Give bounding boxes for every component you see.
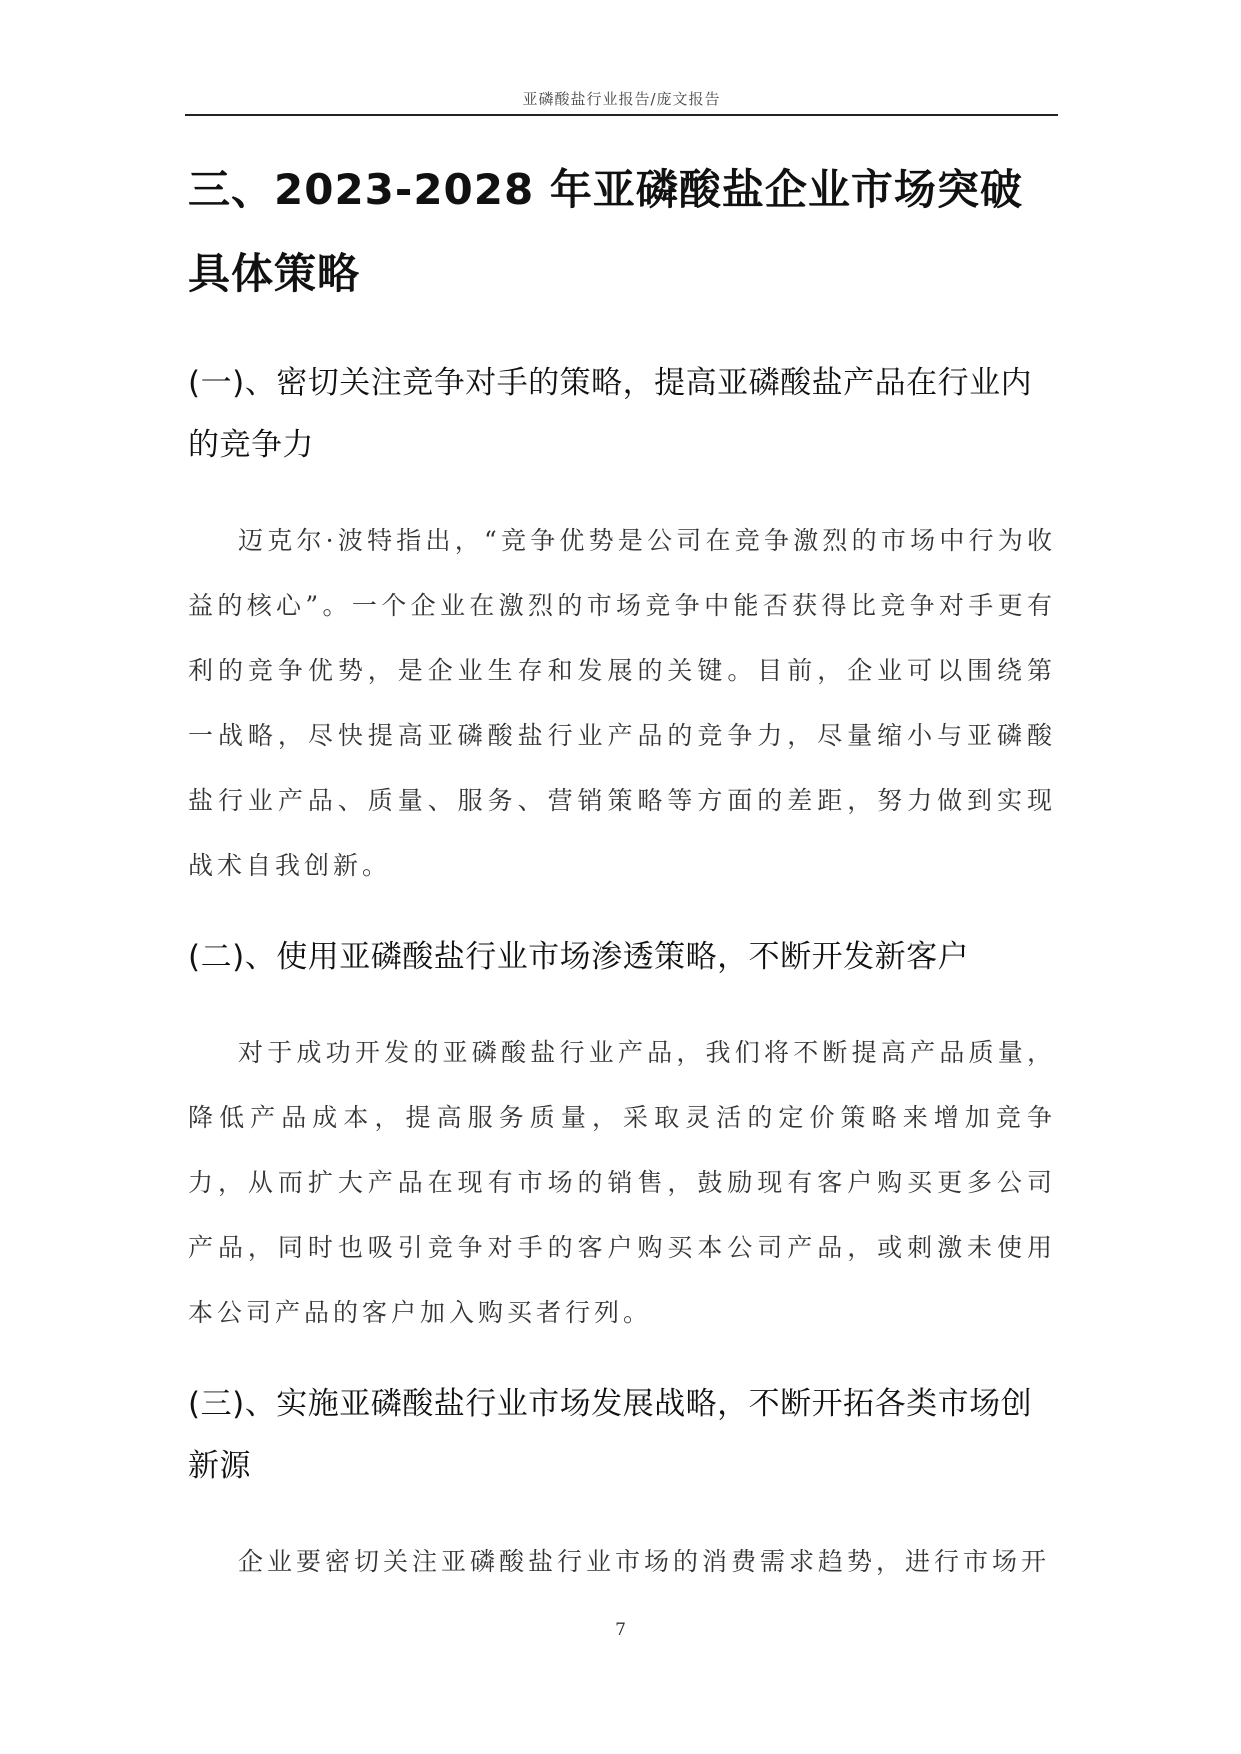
header-rule (185, 114, 1058, 116)
page-content (188, 148, 1056, 1594)
page-number: 7 (615, 1620, 626, 1640)
section-body-1: 迈克尔·波特指出，“竞争优势是公司在竞争激烈的市场中行为收益的核心”。一个企业在激烈的市场竞争中能否获得比竞争对手更有利的竞争优势，是企业生存和发展的关键。目前，企业可以围绕第一战略，尽快提高亚磷酸盐行业产品的竞争力，尽量缩小与亚磷酸盐行业产品、质量、服务、营销策略等方面的差距，努力做到实现战术自我创新。 (188, 526, 1056, 880)
chapter-title: 三、2023-2028 年亚磷酸盐企业市场突破具体策略 (188, 165, 1023, 298)
section-body-2: 对于成功开发的亚磷酸盐行业产品，我们将不断提高产品质量，降低产品成本，提高服务质量，采取灵活的定价策略来增加竞争力，从而扩大产品在现有市场的销售，鼓励现有客户购买更多公司产品，同时也吸引竞争对手的客户购买本公司产品，或刺激未使用本公司产品的客户加入购买者行列。 (188, 1038, 1056, 1327)
section-heading-2: (二)、使用亚磷酸盐行业市场渗透策略，不断开发新客户 (188, 939, 970, 975)
section-heading-1: (一)、密切关注竞争对手的策略，提高亚磷酸盐产品在行业内的竞争力 (188, 365, 1033, 463)
section-heading-3: (三)、实施亚磷酸盐行业市场发展战略，不断开拓各类市场创新源 (188, 1386, 1033, 1484)
running-header: 亚磷酸盐行业报告/庞文报告 (522, 90, 721, 108)
section-body-3: 企业要密切关注亚磷酸盐行业市场的消费需求趋势，进行市场开 (238, 1547, 1051, 1576)
